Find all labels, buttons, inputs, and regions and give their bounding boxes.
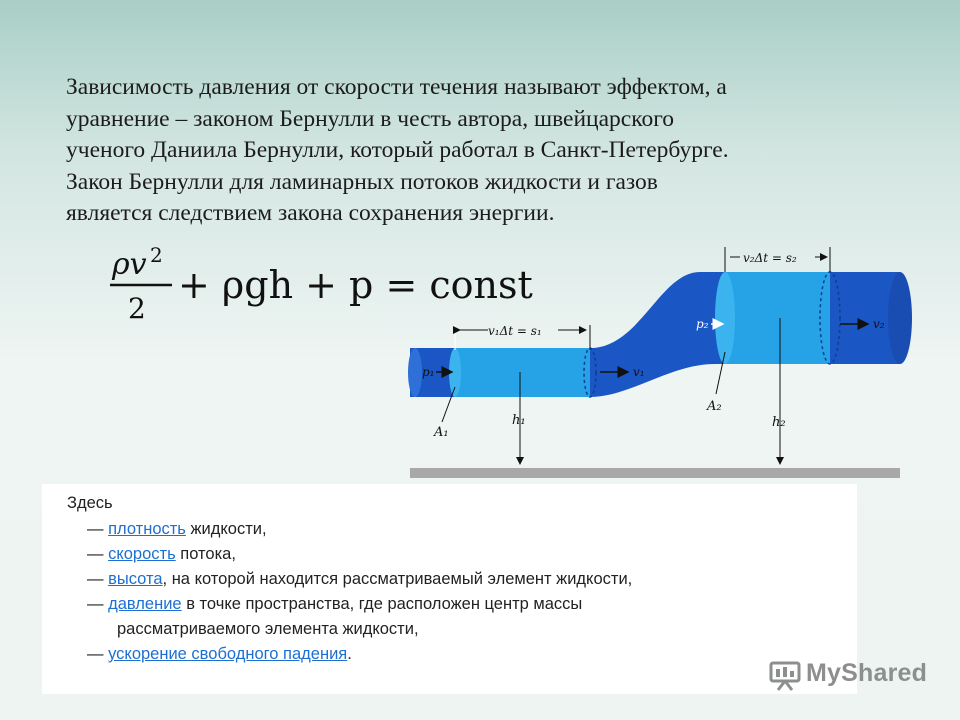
label-A1: A₁ [434,425,449,440]
segment-2-face [715,272,735,364]
legend-box [42,484,857,694]
link-pressure[interactable]: давление [108,595,182,613]
logo-text: MyShared [806,659,928,687]
presentation-icon [768,658,802,692]
label-v1: v₁ [633,365,645,379]
bernoulli-pipe-diagram [400,232,920,487]
legend-dash: — [87,520,104,538]
myshared-logo [768,656,938,696]
paragraph-line: Зависимость давления от скорости течения называют эффектом, а [66,74,727,100]
legend-item [87,570,632,589]
legend-item [87,595,582,614]
legend-item-text: . [347,645,352,663]
pipe-inlet [408,348,422,397]
legend-continuation: рассматриваемого элемента жидкости, [117,620,419,638]
legend-title: Здесь [67,494,113,512]
label-v2: v₂ [873,317,885,331]
link-speed[interactable]: скорость [108,545,176,563]
segment-2 [725,272,830,364]
segment-1 [455,348,590,397]
link-density[interactable]: плотность [108,520,186,538]
paragraph-line: уравнение – законом Бернулли в честь автора, швейцарского [66,105,675,132]
legend-item [87,645,352,664]
label-h2: h₂ [772,415,786,430]
legend-item [87,545,236,564]
link-gravity[interactable]: ускорение свободного падения [108,645,348,663]
paragraph [66,72,916,230]
label-s1: v₁Δt = s₁ [488,324,542,338]
legend-item-text: , на которой находится рассматриваемый элемент жидкости, [162,570,633,588]
formula-rest: + ρgh + p = const [178,263,533,307]
paragraph-line: является следствием закона сохранения энергии. [66,200,555,226]
legend-dash: — [87,645,104,663]
paragraph-line: Закон Бернулли для ламинарных потоков жидкости и газов [66,168,658,195]
label-A2: A₂ [707,399,722,414]
formula-numerator: ρv [112,247,147,282]
label-s2: v₂Δt = s₂ [743,251,797,265]
link-height[interactable]: высота [108,570,163,588]
legend-dash: — [87,545,104,563]
legend-item-text: в точке пространства, где расположен центр массы [181,595,583,613]
ground [410,468,900,478]
paragraph-line: ученого Даниила Бернулли, который работал в Санкт-Петербурге. [66,137,729,163]
legend-dash: — [87,570,104,588]
label-p1: p₁ [422,365,435,379]
legend-dash: — [87,595,104,613]
pipe-outlet [888,272,912,364]
label-h1: h₁ [512,413,526,428]
formula-exponent: 2 [150,243,163,267]
formula-denominator: 2 [128,292,146,325]
label-p2: p₂ [696,317,709,331]
legend-item-text: потока, [175,545,236,563]
legend-item-text: жидкости, [185,520,267,538]
legend-item [87,520,267,539]
